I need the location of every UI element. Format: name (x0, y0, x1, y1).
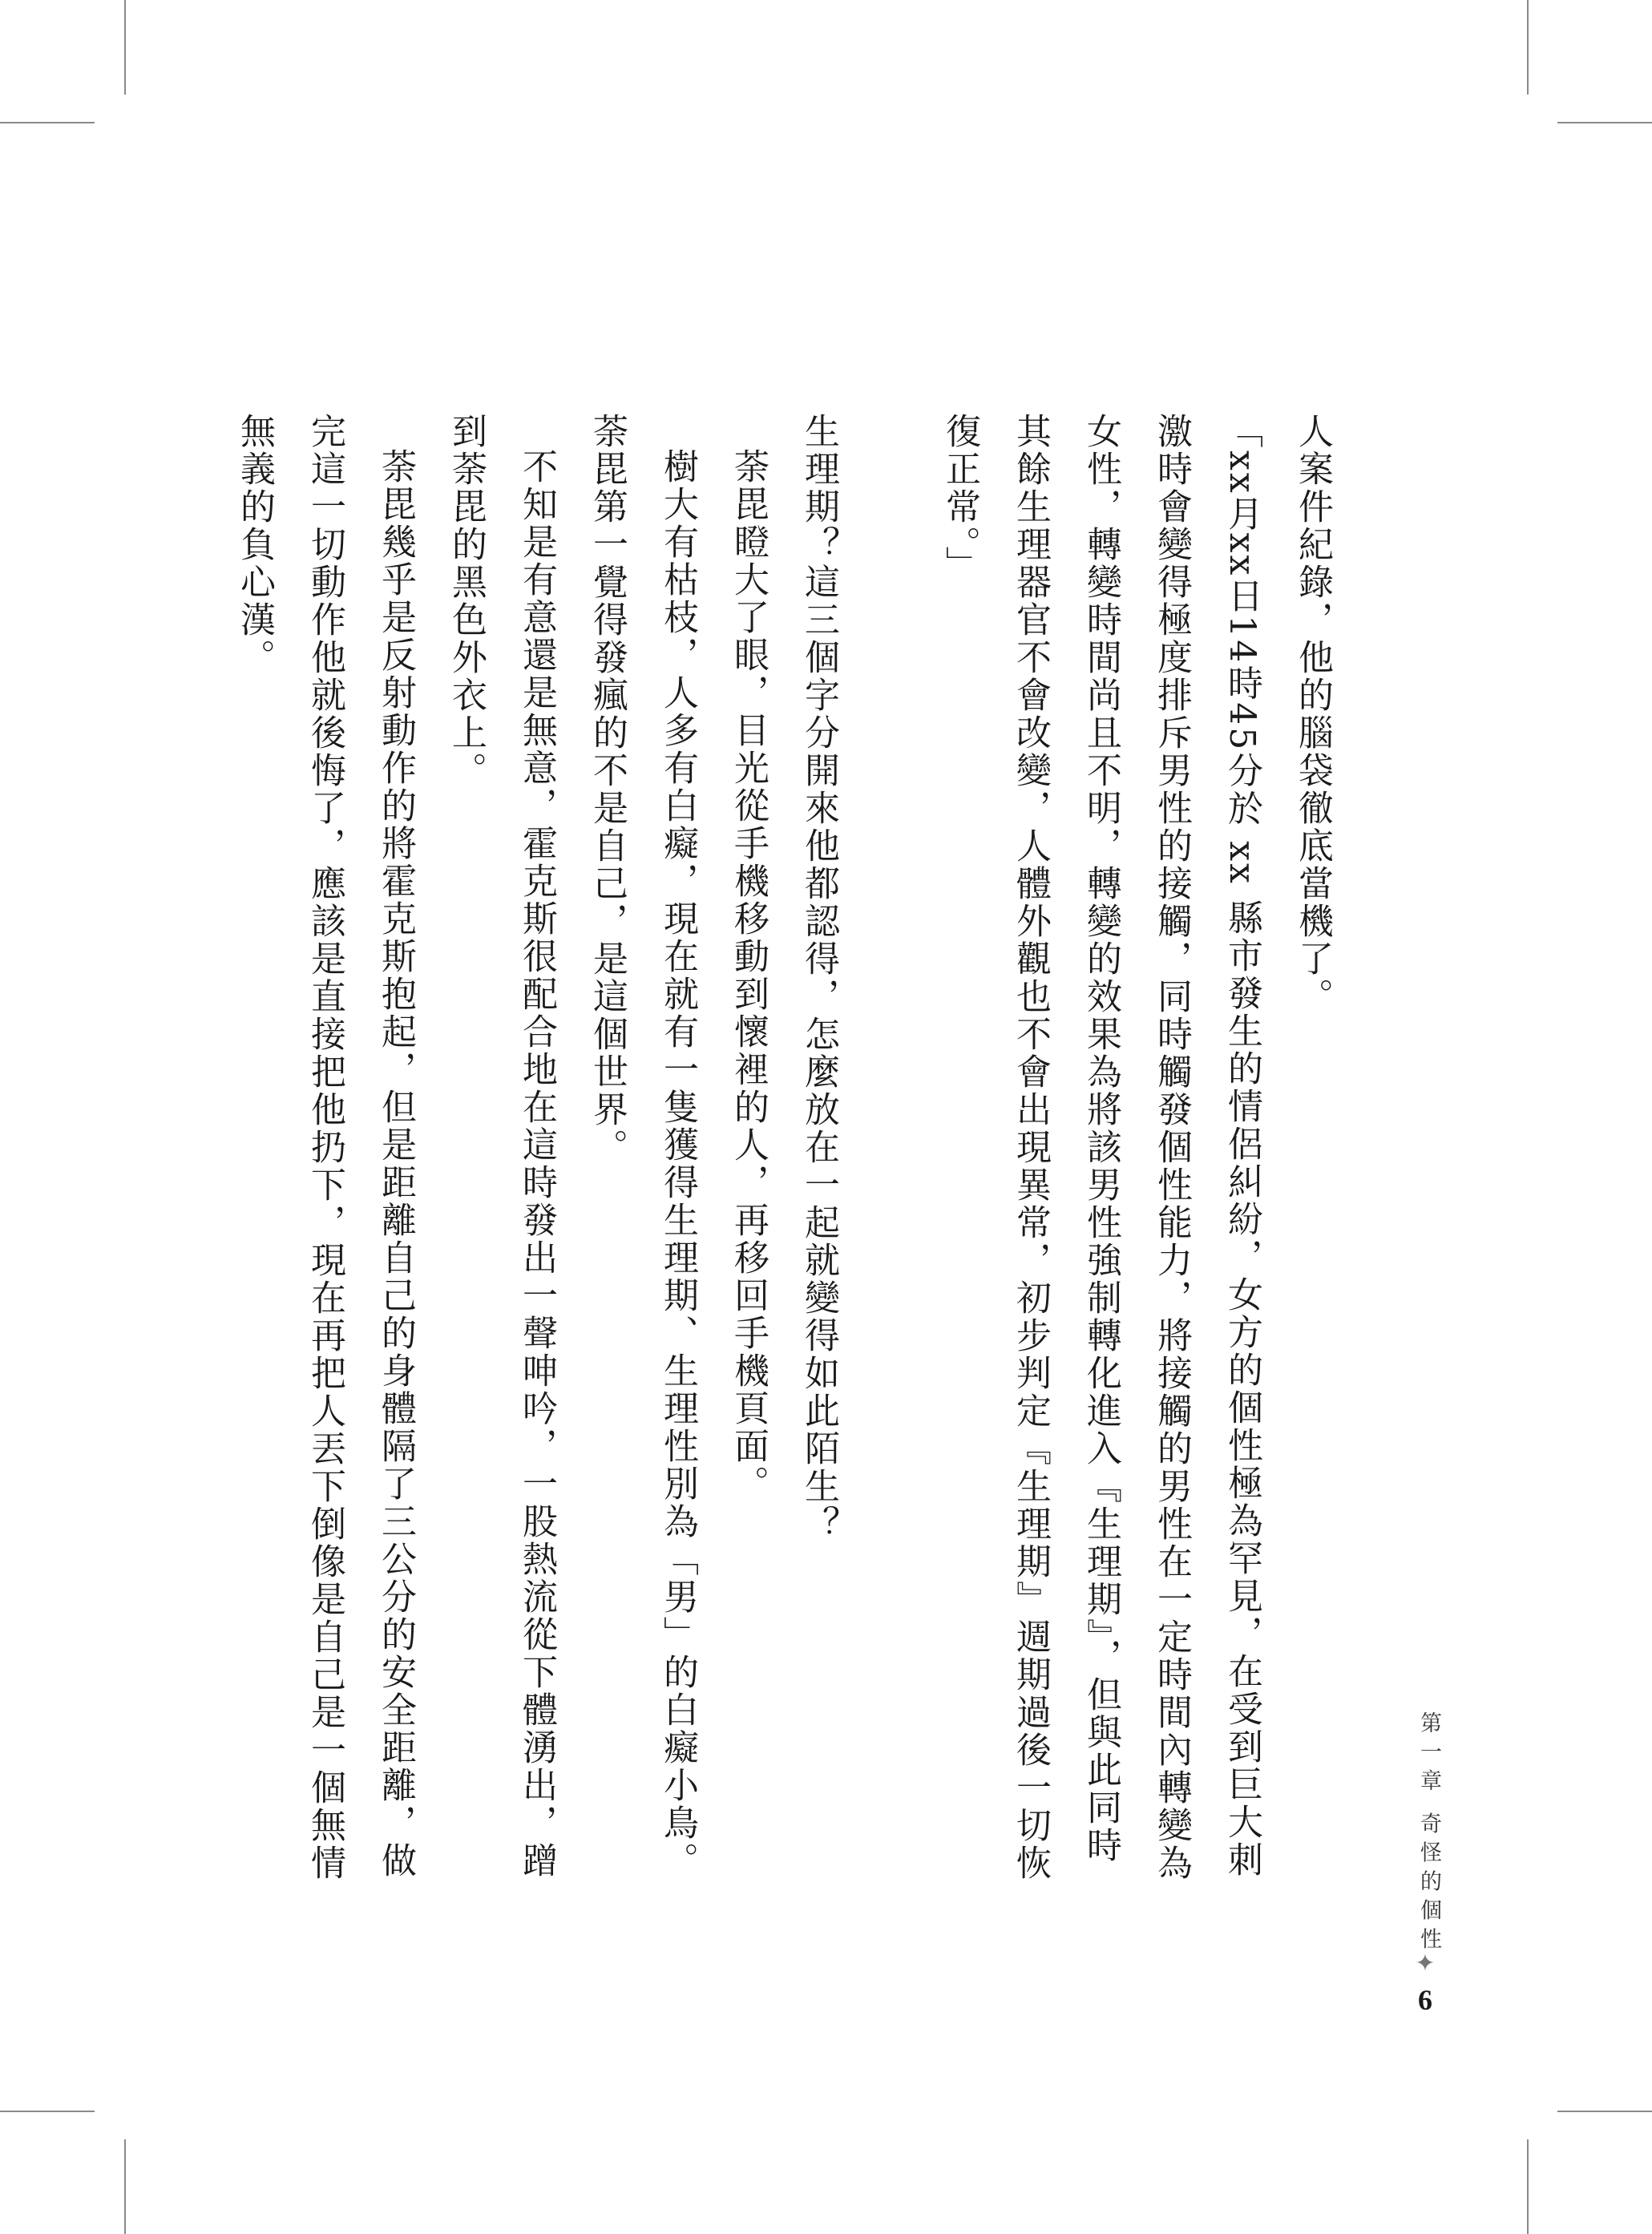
paragraph-2: 「xx月xx日14時45分於 xx 縣市發生的情侶糾紛，女方的個性極為罕見，在受到巨大刺激時會變得極度排斥男性的接觸，同時觸發個性能力，將接觸的男性在一定時間內轉變為女性，轉變時間尚且不明，轉變的效果為將該男性強制轉化進入『生理期』，但與此同時其餘生理器官不會改變，人體外觀也不會出現異常，初步判定『生理期』週期過後一切恢復正常。」 (939, 413, 1262, 1882)
crop-mark-top-left-horizontal (0, 122, 95, 123)
paragraph-6: 不知是有意還是無意，霍克斯很配合地在這時發出一聲呻吟，一股熱流從下體湧出，蹭到荼毘的黑色外衣上。 (446, 413, 557, 1880)
crop-mark-bottom-right-vertical (1527, 2139, 1529, 2234)
crop-mark-bottom-right-horizontal (1557, 2111, 1652, 2112)
body-text (219, 413, 1347, 1896)
star-ornament-icon: ✦ (1415, 1949, 1436, 1977)
folio (1401, 1948, 1449, 2020)
paragraph-7: 荼毘幾乎是反射動作的將霍克斯抱起，但是距離自己的身體隔了三公分的安全距離，做完這一切動作他就後悔了，應該是直接把他扔下，現在再把人丟下倒像是自己是一個無情無義的負心漢。 (234, 413, 416, 1882)
crop-mark-top-left-vertical (124, 0, 126, 95)
crop-mark-bottom-left-horizontal (0, 2111, 95, 2112)
crop-mark-bottom-left-vertical (124, 2139, 126, 2234)
paragraph-3: 生理期？這三個字分開來他都認得，怎麼放在一起就變得如此陌生？ (798, 413, 839, 1543)
crop-mark-top-right-horizontal (1557, 122, 1652, 123)
paragraph-1: 人案件紀錄，他的腦袋徹底當機了。 (1292, 413, 1333, 1016)
paragraph-4: 荼毘瞪大了眼，目光從手機移動到懷裡的人，再移回手機頁面。 (728, 448, 769, 1503)
chapter-running-head: 第一章 奇怪的個性 (1416, 1711, 1441, 1957)
page-number: 6 (1418, 1984, 1432, 2016)
paragraph-5: 樹大有枯枝，人多有白癡，現在就有一隻獲得生理期、生理性別為「男」的白癡小鳥。荼毘第一覺得發瘋的不是自己，是這個世界。 (587, 413, 698, 1880)
crop-mark-top-right-vertical (1527, 0, 1529, 95)
